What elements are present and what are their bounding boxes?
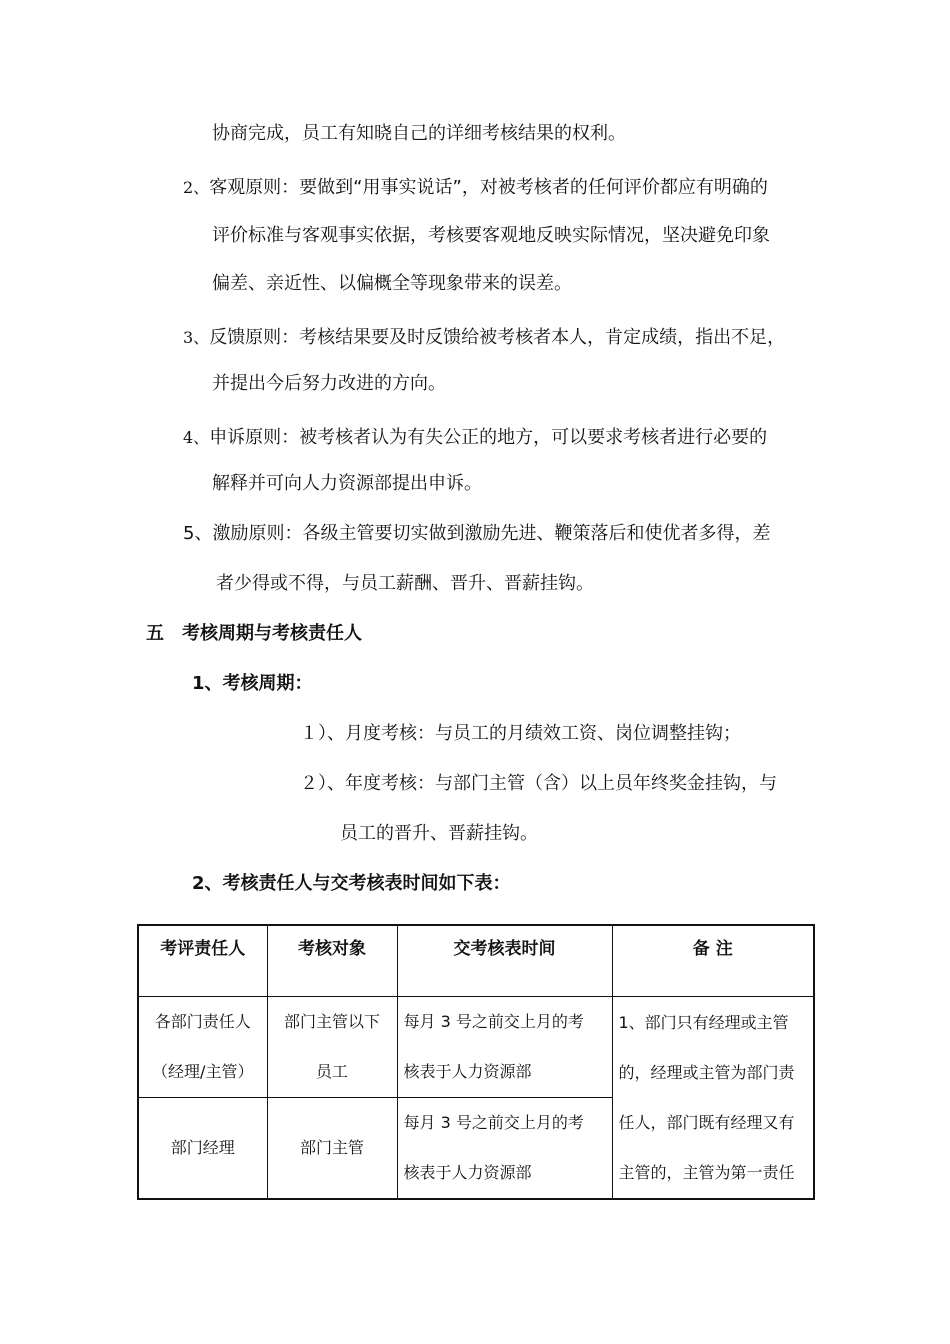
table-header-row <box>138 925 814 997</box>
principle-2 <box>183 176 768 200</box>
cell-responsible <box>138 997 267 1098</box>
remark-line-4: 主管的，主管为第一责任 <box>618 1162 795 1182</box>
principle-1-continuation: 协商完成，员工有知晓自己的详细考核结果的权利。 <box>212 123 626 144</box>
header-submit-time: 交考核表时间 <box>397 925 612 997</box>
principle-3-line2: 并提出今后努力改进的方向。 <box>212 373 446 394</box>
cell-submit-time <box>397 1098 612 1200</box>
remark-line-2: 的，经理或主管为部门责 <box>618 1062 795 1082</box>
cycle-item-annual-line2: 员工的晋升、晋薪挂钩。 <box>340 823 538 844</box>
cell-target-line1: 部门主管以下 <box>283 1012 380 1031</box>
principle-5-line2: 者少得或不得，与员工薪酬、晋升、晋薪挂钩。 <box>216 573 594 594</box>
cell-responsible-line1: 各部门责任人 <box>154 1012 251 1031</box>
principle-5: 5、激励原则：各级主管要切实做到激励先进、鞭策落后和使优者多得，差 <box>183 523 771 544</box>
cell-responsible: 部门经理 <box>138 1098 267 1200</box>
principle-3-number: 3、 <box>183 328 210 347</box>
table-row <box>138 997 814 1098</box>
cycle-item-monthly: １）、月度考核：与员工的月绩效工资、岗位调整挂钩； <box>300 723 741 744</box>
section-5-heading: 五 考核周期与考核责任人 <box>146 623 362 644</box>
remark-line-1: 1、部门只有经理或主管 <box>618 1012 789 1032</box>
cell-submit-time <box>397 997 612 1098</box>
principle-2-number: 2、 <box>183 178 210 197</box>
subsection-responsible-table: 2、考核责任人与交考核表时间如下表： <box>192 873 511 894</box>
principle-4 <box>183 426 767 450</box>
cell-submit-time-line2: 核表于人力资源部 <box>403 1163 532 1182</box>
remark-line-3: 任人，部门既有经理又有 <box>618 1112 795 1132</box>
cell-responsible-line2: （经理/主管） <box>152 1062 254 1081</box>
cell-submit-time-line1: 每月 3 号之前交上月的考 <box>403 1113 584 1132</box>
header-target: 考核对象 <box>267 925 397 997</box>
responsibility-table <box>137 924 815 1200</box>
cell-remarks <box>612 997 814 1200</box>
principle-4-line2: 解释并可向人力资源部提出申诉。 <box>212 473 482 494</box>
principle-2-line3: 偏差、亲近性、以偏概全等现象带来的误差。 <box>212 273 572 294</box>
cycle-item-annual: ２）、年度考核：与部门主管（含）以上员年终奖金挂钩，与 <box>300 773 777 794</box>
principle-4-number: 4、 <box>183 428 210 447</box>
cell-submit-time-line1: 每月 3 号之前交上月的考 <box>403 1012 584 1031</box>
principle-4-text: 申诉原则：被考核者认为有失公正的地方，可以要求考核者进行必要的 <box>209 427 768 448</box>
header-remarks: 备 注 <box>612 925 814 997</box>
principle-3 <box>183 326 785 350</box>
principle-2-text: 客观原则：要做到“用事实说话”，对被考核者的任何评价都应有明确的 <box>209 177 768 198</box>
cell-submit-time-line2: 核表于人力资源部 <box>403 1062 532 1081</box>
principle-2-line2: 评价标准与客观事实依据，考核要客观地反映实际情况，坚决避免印象 <box>212 225 770 246</box>
cell-target <box>267 997 397 1098</box>
subsection-assessment-cycle: 1、考核周期： <box>192 673 313 694</box>
cell-target: 部门主管 <box>267 1098 397 1200</box>
cell-target-line2: 员工 <box>315 1062 348 1081</box>
principle-3-text: 反馈原则：考核结果要及时反馈给被考核者本人，肯定成绩，指出不足， <box>209 327 786 348</box>
header-responsible: 考评责任人 <box>138 925 267 997</box>
